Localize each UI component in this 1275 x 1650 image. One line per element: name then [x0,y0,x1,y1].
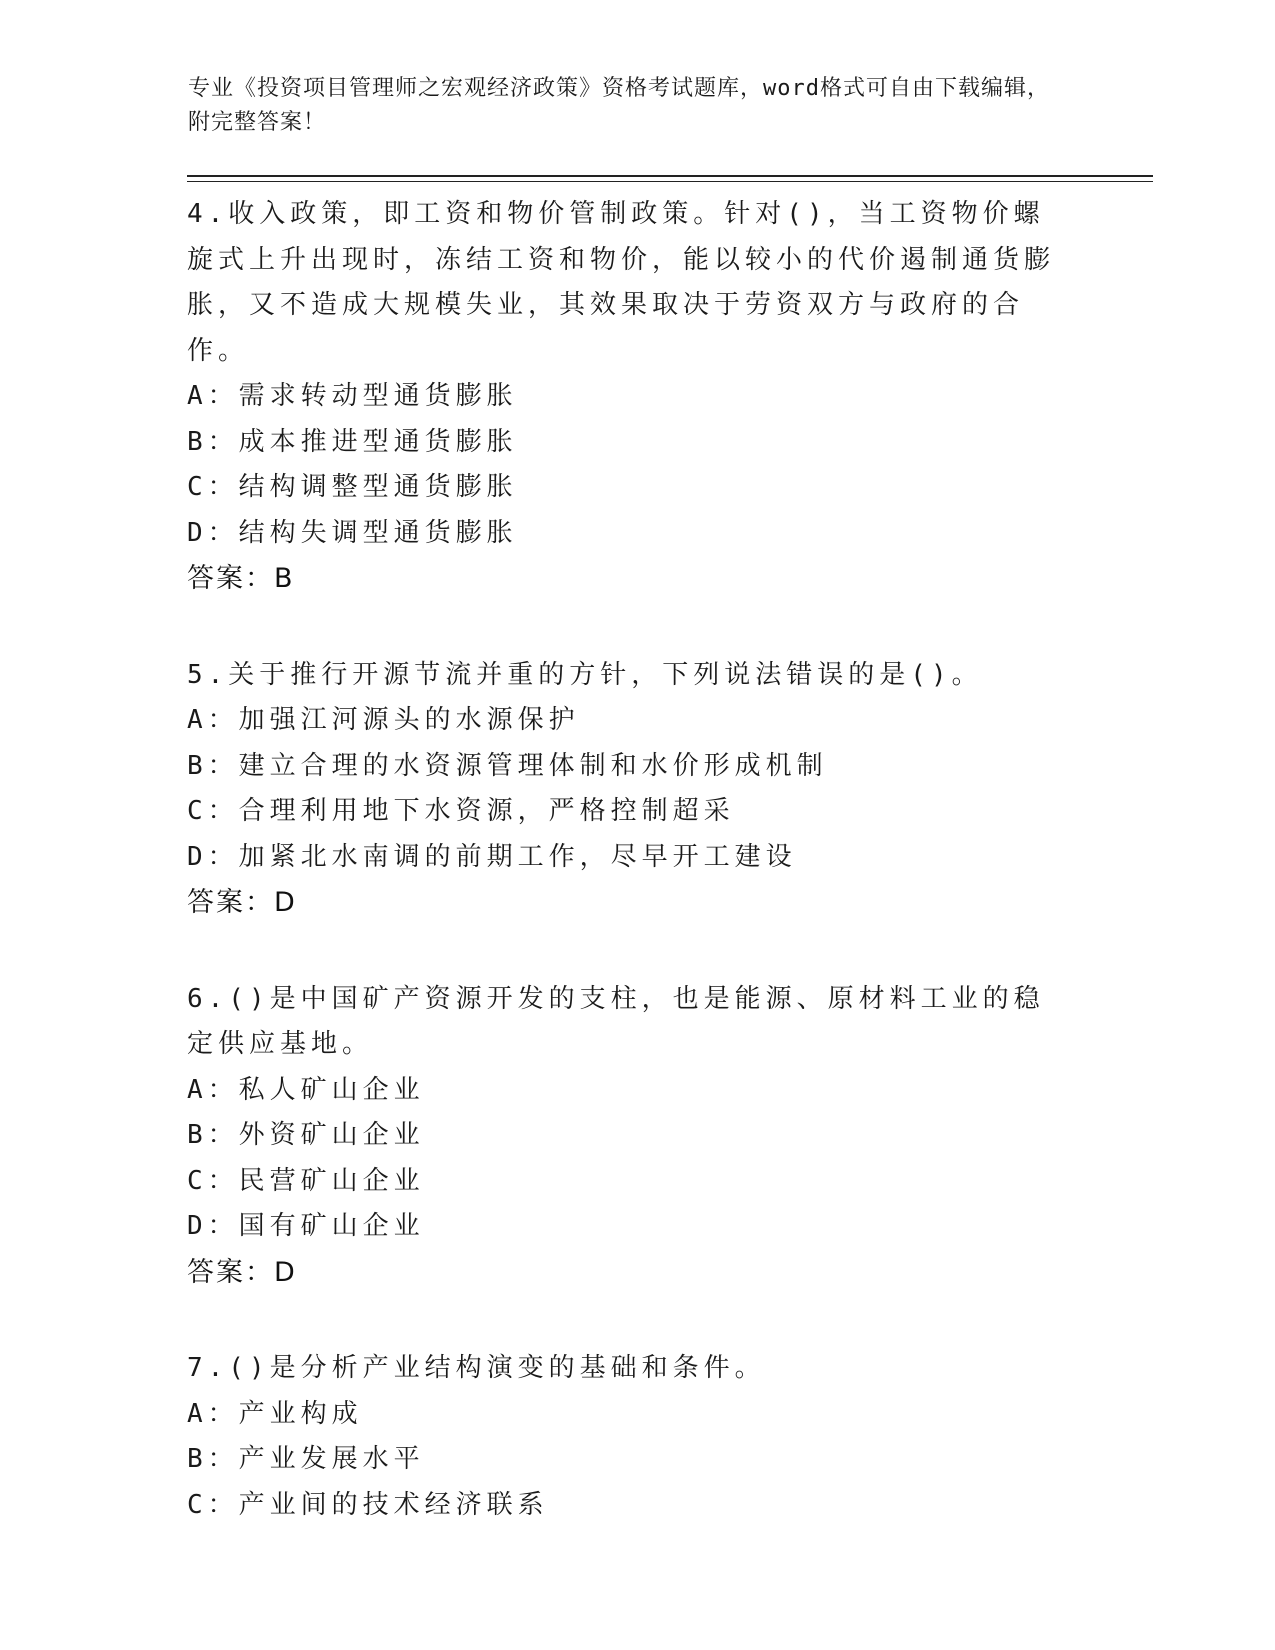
answer-line: 答案：D [187,1256,297,1288]
question-gap [187,1295,1067,1342]
option-b: B：外资矿山企业 [187,1120,425,1150]
question-gap [187,602,1067,649]
answer-line: 答案：B [187,563,295,594]
option-d: D：加紧北水南调的前期工作，尽早开工建设 [187,841,797,872]
question-text: 7.()是分析产业结构演变的基础和条件。 [187,1353,766,1383]
question-7 [187,1342,1067,1528]
document-header: 专业《投资项目管理师之宏观经济政策》资格考试题库，word格式可自由下载编辑，附完整答案！ [188,76,1050,135]
option-b: B：建立合理的水资源管理体制和水价形成机制 [187,750,828,781]
option-a: A：加强江河源头的水源保护 [187,705,580,735]
question-list [187,188,1067,1528]
option-c: C：合理利用地下水资源，严格控制超采 [187,796,735,826]
question-text: 4.收入政策，即工资和物价管制政策。针对()，当工资物价螺旋式上升出现时，冻结工资和物价，能以较小的代价遏制通货膨胀，又不造成大规模失业，其效果取决于劳资双方与政府的合作。 [187,199,1056,366]
option-d: D：结构失调型通货膨胀 [187,517,518,548]
question-text: 6.()是中国矿产资源开发的支柱，也是能源、原材料工业的稳定供应基地。 [187,983,1045,1059]
option-a: A：产业构成 [187,1398,363,1429]
option-c: C：结构调整型通货膨胀 [187,472,518,502]
option-a: A：需求转动型通货膨胀 [187,381,518,411]
question-5 [187,649,1067,926]
option-c: C：产业间的技术经济联系 [187,1489,549,1520]
option-a: A：私人矿山企业 [187,1074,425,1105]
option-d: D：国有矿山企业 [187,1211,425,1241]
header-rule-thin [187,181,1153,182]
option-b: B：成本推进型通货膨胀 [187,426,518,457]
option-b: B：产业发展水平 [187,1444,425,1474]
question-4 [187,188,1067,602]
option-c: C：民营矿山企业 [187,1165,425,1196]
answer-line: 答案：D [187,887,297,918]
question-6 [187,973,1067,1296]
question-gap [187,926,1067,973]
header-rule-thick [187,175,1153,177]
question-text: 5.关于推行开源节流并重的方针，下列说法错误的是()。 [187,659,983,690]
